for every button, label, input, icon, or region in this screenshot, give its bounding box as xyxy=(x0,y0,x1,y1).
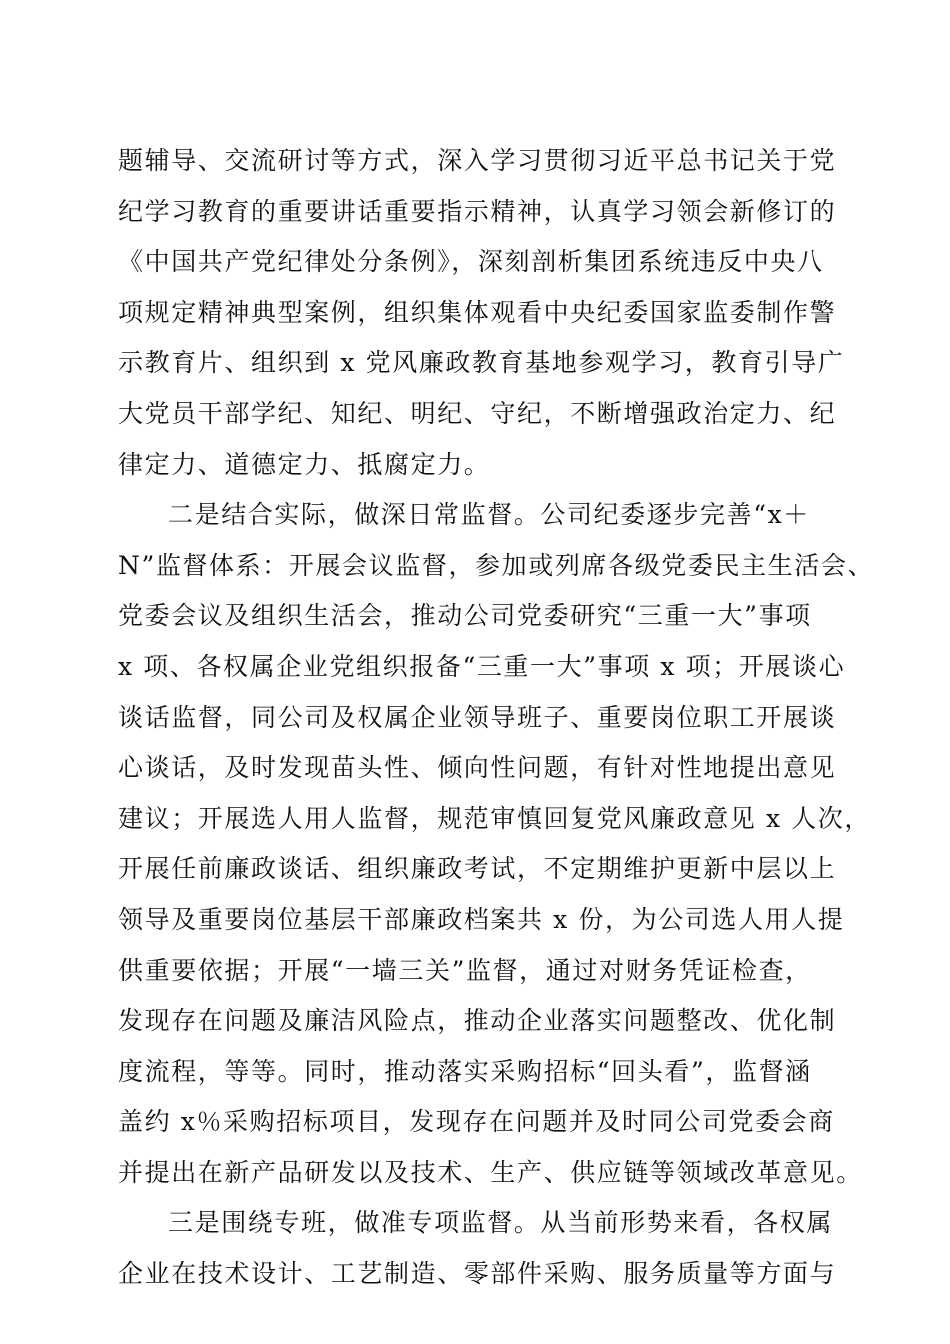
paragraph-2-line-2: N”监督体系：开展会议监督，参加或列席各级党委民主生活会、 xyxy=(118,550,875,580)
paragraph-2-line-3: 党委会议及组织生活会，推动公司党委研究“三重一大”事项 xyxy=(118,601,812,631)
paragraph-3-line-1: 三是围绕专班，做准专项监督。从当前形势来看，各权属 xyxy=(168,1208,834,1238)
paragraph-1-line-7: 律定力、道德定力、抵腐定力。 xyxy=(118,449,491,479)
paragraph-2-line-12: 度流程，等等。同时，推动落实采购招标“回头看”，监督涵 xyxy=(118,1056,812,1086)
paragraph-2-line-7: 建议；开展选人用人监督，规范审慎回复党风廉政意见 x 人次， xyxy=(118,803,871,833)
paragraph-2-line-14: 并提出在新产品研发以及技术、生产、供应链等领域改革意见。 xyxy=(118,1157,863,1187)
paragraph-2-line-13: 盖约 x％采购招标项目，发现存在问题并及时同公司党委会商 xyxy=(118,1107,835,1137)
paragraph-2-line-10: 供重要依据；开展“一墙三关”监督，通过对财务凭证检查， xyxy=(118,955,812,985)
paragraph-2-line-9: 领导及重要岗位基层干部廉政档案共 x 份，为公司选人用人提 xyxy=(118,904,845,934)
paragraph-3-line-2: 企业在技术设计、工艺制造、零部件采购、服务质量等方面与 xyxy=(118,1259,837,1289)
paragraph-1-line-1: 题辅导、交流研讨等方式，深入学习贯彻习近平总书记关于党 xyxy=(118,146,837,175)
paragraph-1-line-6: 大党员干部学纪、知纪、明纪、守纪，不断增强政治定力、纪 xyxy=(118,398,837,428)
paragraph-1-line-2: 纪学习教育的重要讲话重要指示精神，认真学习领会新修订的 xyxy=(118,196,837,226)
paragraph-1-line-4: 项规定精神典型案例，组织集体观看中央纪委国家监委制作警 xyxy=(118,297,837,327)
document-body xyxy=(118,136,875,1300)
paragraph-2-line-8: 开展任前廉政谈话、组织廉政考试，不定期维护更新中层以上 xyxy=(118,854,837,884)
paragraph-1-line-3: 《中国共产党纪律处分条例》，深刻剖析集团系统违反中央八 xyxy=(118,247,824,277)
paragraph-2-line-5: 谈话监督，同公司及权属企业领导班子、重要岗位职工开展谈 xyxy=(118,702,837,732)
paragraph-2-line-6: 心谈话，及时发现苗头性、倾向性问题，有针对性地提出意见 xyxy=(118,753,837,783)
paragraph-2-line-1: 二是结合实际，做深日常监督。公司纪委逐步完善“x＋ xyxy=(168,500,810,530)
paragraph-2-line-11: 发现存在问题及廉洁风险点，推动企业落实问题整改、优化制 xyxy=(118,1006,837,1036)
paragraph-1-line-5: 示教育片、组织到 x 党风廉政教育基地参观学习，教育引导广 xyxy=(118,348,845,378)
paragraph-2-line-4: x 项、各权属企业党组织报备“三重一大”事项 x 项；开展谈心 xyxy=(118,651,846,681)
